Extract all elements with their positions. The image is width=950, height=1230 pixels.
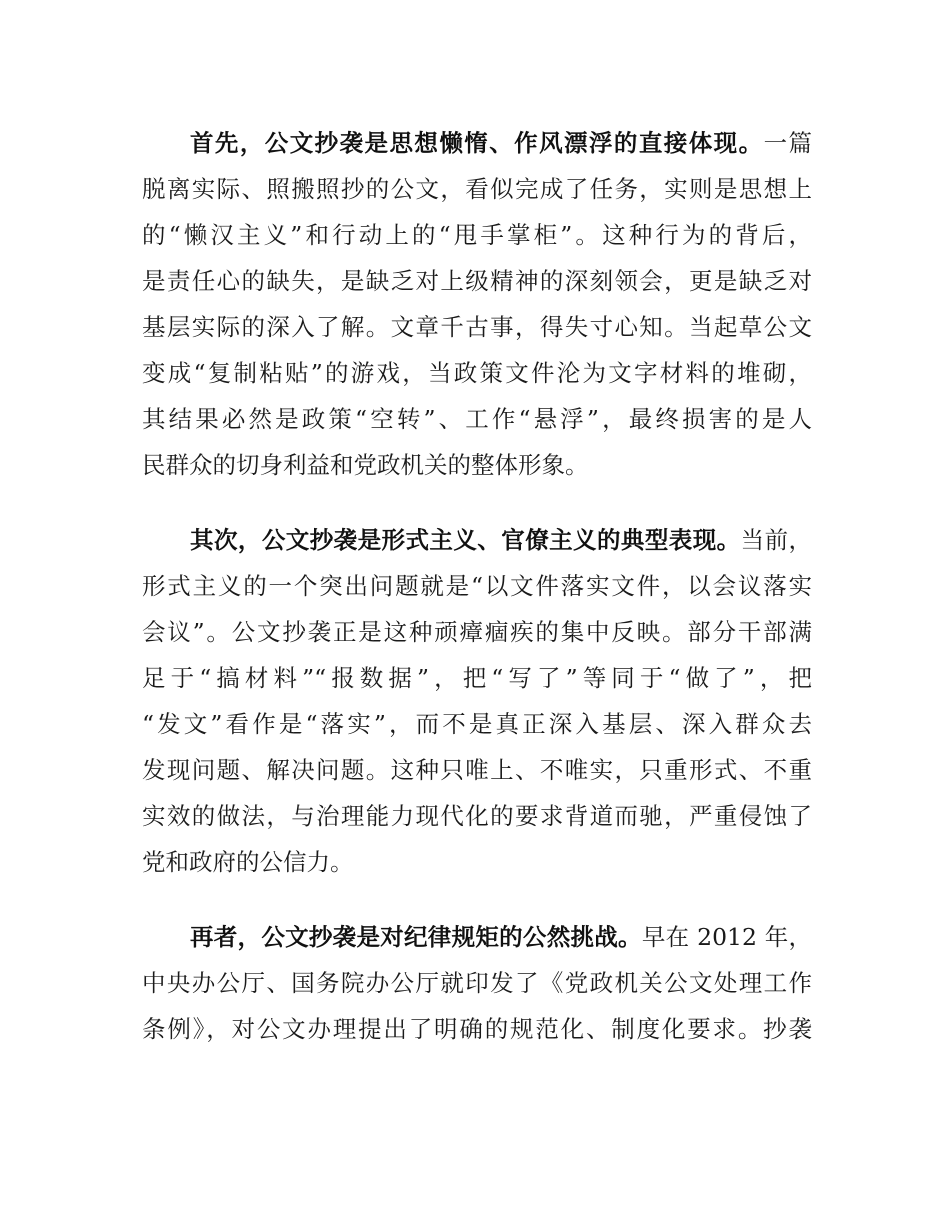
paragraph-line: 脱离实际、照搬照抄的公文，看似完成了任务，实则是思想上 xyxy=(142,175,812,203)
paragraph-line: 变成“复制粘贴”的游戏，当政策文件沦为文字材料的堆砌， xyxy=(142,359,812,387)
paragraph-line: 民群众的切身利益和党政机关的整体形象。 xyxy=(142,451,589,479)
paragraph-line: 形式主义的一个突出问题就是“以文件落实文件，以会议落实 xyxy=(142,572,812,600)
paragraph-lead: 首先，公文抄袭是思想懒惰、作风漂浮的直接体现。 xyxy=(190,129,764,157)
paragraph-line: 中央办公厅、国务院办公厅就印发了《党政机关公文处理工作 xyxy=(142,969,812,997)
paragraph-line: 是责任心的缺失，是缺乏对上级精神的深刻领会，更是缺乏对 xyxy=(142,267,812,295)
paragraph-lead: 再者，公文抄袭是对纪律规矩的公然挑战。 xyxy=(190,923,642,951)
paragraph-line: 条例》，对公文办理提出了明确的规范化、制度化要求。抄袭 xyxy=(142,1015,812,1043)
paragraph-line: 足于“搞材料”“报数据”，把“写了”等同于“做了”，把 xyxy=(142,664,812,692)
document-page xyxy=(142,120,812,1081)
paragraph-line: 党和政府的公信力。 xyxy=(142,848,354,876)
paragraph-line: 会议”。公文抄袭正是这种顽瘴痼疾的集中反映。部分干部满 xyxy=(142,618,812,646)
paragraph-line: 的“懒汉主义”和行动上的“甩手掌柜”。这种行为的背后， xyxy=(142,221,812,249)
paragraph-line: 基层实际的深入了解。文章千古事，得失寸心知。当起草公文 xyxy=(142,313,812,341)
paragraph-line: 再者，公文抄袭是对纪律规矩的公然挑战。早在 2012 年， xyxy=(190,923,812,951)
paragraph-2 xyxy=(142,517,812,885)
paragraph-3 xyxy=(142,914,812,1052)
paragraph-line: 发现问题、解决问题。这种只唯上、不唯实，只重形式、不重 xyxy=(142,756,812,784)
paragraph-line: “发文”看作是“落实”，而不是真正深入基层、深入群众去 xyxy=(142,710,812,738)
paragraph-lead: 其次，公文抄袭是形式主义、官僚主义的典型表现。 xyxy=(190,526,741,554)
paragraph-line: 首先，公文抄袭是思想懒惰、作风漂浮的直接体现。一篇 xyxy=(190,129,812,157)
paragraph-1 xyxy=(142,120,812,488)
paragraph-line: 其结果必然是政策“空转”、工作“悬浮”，最终损害的是人 xyxy=(142,405,812,433)
paragraph-line: 其次，公文抄袭是形式主义、官僚主义的典型表现。当前， xyxy=(190,526,813,554)
paragraph-line: 实效的做法，与治理能力现代化的要求背道而驰，严重侵蚀了 xyxy=(142,802,812,830)
